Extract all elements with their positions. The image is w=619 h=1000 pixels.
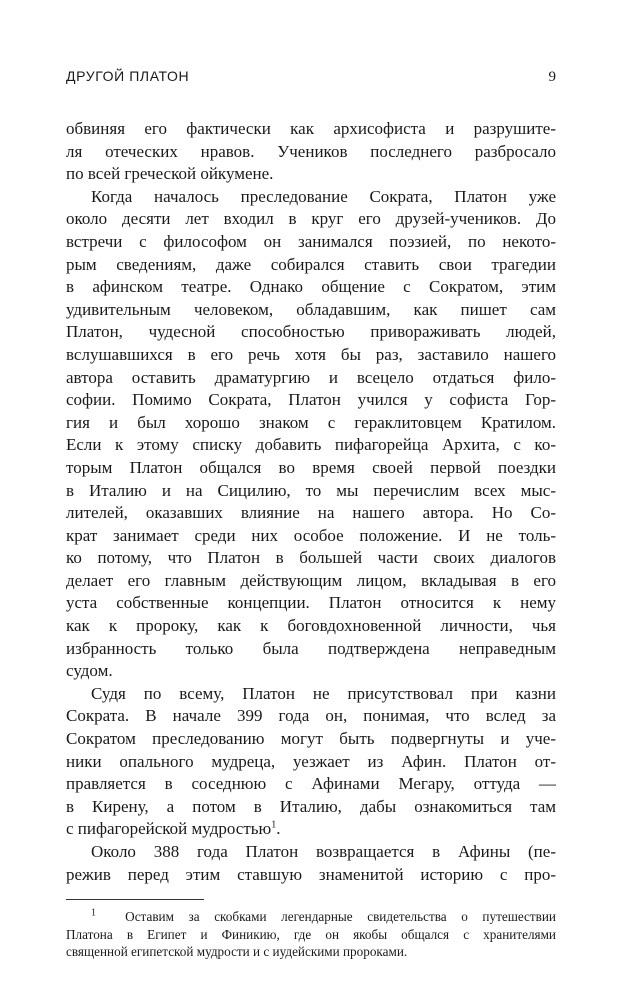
footnote-line: священной египетской мудрости и с иудейскими пророками. <box>66 944 408 960</box>
text-line: рым сведениям, даже собирался ставить свои трагедии <box>66 254 556 274</box>
text-line: гия и был хорошо знаком с гераклитовцем Кратилом. <box>66 412 556 432</box>
text-line: ля отеческих нравов. Учеников последнего разбросало <box>66 141 556 161</box>
text-line: судом. <box>66 661 113 681</box>
footnote-text: Оставим за скобками легендарные свидетельства о путешествии <box>125 909 556 925</box>
page-number: 9 <box>548 69 556 85</box>
text-line: крат занимает среди них особое положение. И не толь- <box>66 525 556 545</box>
text-line: Судя по всему, Платон не присутствовал при казни <box>91 683 556 703</box>
text-line: вслушавшихся в его речь хотя бы раз, заставило нашего <box>66 344 556 364</box>
footnote-line: Платона в Египет и Финикию, где он якобы общался с хранителями <box>66 926 556 942</box>
text-line: по всей греческой ойкумене. <box>66 164 274 184</box>
text-line: софии. Помимо Сократа, Платон учился у софиста Гор- <box>66 390 556 410</box>
footnote-marker: 1 <box>91 907 96 919</box>
text-line: автора оставить драматургию и всецело отдаться фило- <box>66 367 556 387</box>
text-line: около десяти лет входил в круг его друзей-учеников. До <box>66 209 556 229</box>
text-line: Когда началось преследование Сократа, Платон уже <box>91 186 556 206</box>
text-line: правляется в соседнюю с Афинами Мегару, оттуда — <box>66 774 556 794</box>
footnote-line <box>66 908 556 926</box>
main-text <box>66 118 556 886</box>
text-line: ники опального мудреца, уезжает из Афин. Платон от- <box>66 751 556 771</box>
text-line: Около 388 года Платон возвращается в Афины (пе- <box>91 842 556 861</box>
text-line: Платон, чудесной способностью привораживать людей, <box>66 322 556 342</box>
text-line: лителей, оказавших влияние на нашего автора. Но Со- <box>66 503 556 523</box>
text-line: в афинском театре. Однако общение с Сократом, этим <box>66 277 556 297</box>
text-line: удивительным человеком, обладавшим, как пишет сам <box>66 299 556 319</box>
text-line: Если к этому списку добавить пифагорейца Архита, с ко- <box>66 435 556 455</box>
text-line: Сократом преследованию могут быть подвергнуты и уче- <box>66 729 556 749</box>
text-line: с пифагорейской мудростью$^1$. <box>66 819 281 839</box>
running-title: ДРУГОЙ ПЛАТОН <box>66 68 190 84</box>
text-line: уста собственные концепции. Платон относится к нему <box>66 593 556 613</box>
running-header <box>66 68 556 86</box>
text-line: встречи с философом он занимался поэзией, по некото- <box>66 231 556 251</box>
text-line-content: с пифагорейской мудростью <box>66 819 272 839</box>
text-line: Сократа. В начале 399 года он, понимая, что вслед за <box>66 706 556 726</box>
text-line: в Кирену, а потом в Италию, дабы ознакомиться там <box>66 796 556 816</box>
text-line: как к пророку, как к боговдохновенной личности, чья <box>66 616 556 636</box>
text-line: делает его главным действующим лицом, вкладывая в его <box>66 570 556 590</box>
footnote <box>66 908 556 961</box>
text-line: режив перед этим ставшую знаменитой историю с про- <box>66 864 556 884</box>
book-page <box>66 68 556 961</box>
text-line: торым Платон общался во время своей первой поездки <box>66 457 556 477</box>
text-line: обвиняя его фактически как архисофиста и разрушите- <box>66 119 556 138</box>
text-line: в Италию и на Сицилию, то мы перечислим всех мыс- <box>66 480 556 500</box>
footnote-divider <box>66 899 204 900</box>
footnote-reference[interactable]: 1 <box>271 819 277 831</box>
text-line: избранность только была подтверждена неправедным <box>66 638 556 658</box>
text-line: ко потому, что Платон в большей части своих диалогов <box>66 548 556 568</box>
